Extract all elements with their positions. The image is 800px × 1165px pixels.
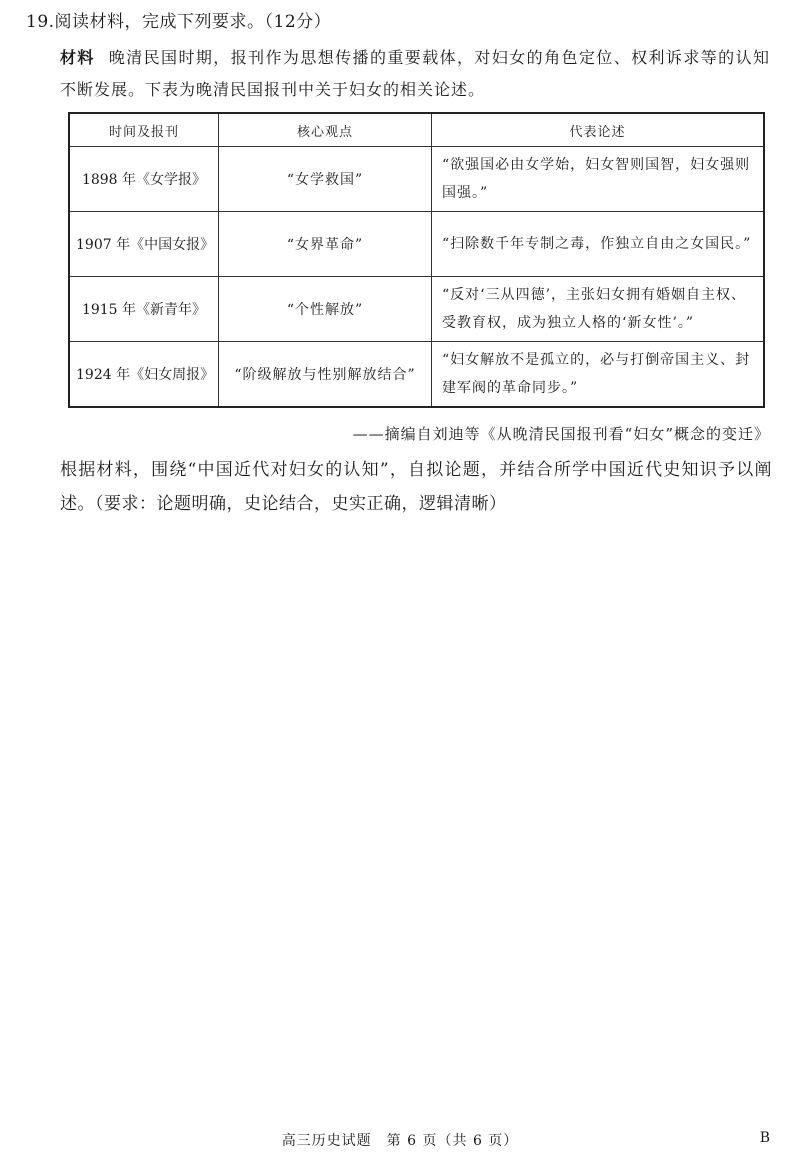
row-quote: “扫除数千年专制之毒，作独立自由之女国民。”	[432, 212, 765, 277]
row-view: “阶级解放与性别解放结合”	[219, 342, 432, 408]
row-quote: “欲强国必由女学始，妇女智则国智，妇女强则国强。”	[432, 147, 765, 212]
task-instructions: 根据材料，围绕“中国近代对妇女的认知”，自拟论题，并结合所学中国近代史知识予以阐述。（要求：论题明确，史论结合，史实正确，逻辑清晰）	[60, 460, 772, 514]
header-time: 时间及报刊	[69, 113, 219, 147]
material-paragraph	[60, 42, 770, 106]
row-quote: “反对‘三从四德’，主张妇女拥有婚姻自主权、受教育权，成为独立人格的‘新女性’。”	[432, 277, 765, 342]
row-view: “个性解放”	[219, 277, 432, 342]
row-time: 1898 年《女学报》	[69, 147, 219, 212]
material-label: 材料	[60, 48, 95, 67]
table-row	[69, 212, 764, 277]
header-quote: 代表论述	[432, 113, 765, 147]
source-citation: ——摘编自刘迪等《从晚清民国报刊看“妇女”概念的变迁》	[352, 425, 770, 443]
question-title: 19.阅读材料，完成下列要求。（12分）	[26, 12, 332, 32]
paper-version-mark: B	[759, 1130, 770, 1146]
table-row	[69, 277, 764, 342]
page-footer: 高三历史试题 第 6 页（共 6 页）	[281, 1133, 519, 1149]
row-view: “女界革命”	[219, 212, 432, 277]
header-view: 核心观点	[219, 113, 432, 147]
newspaper-table	[68, 112, 765, 408]
row-view: “女学救国”	[219, 147, 432, 212]
row-time: 1915 年《新青年》	[69, 277, 219, 342]
table-row	[69, 147, 764, 212]
row-time: 1924 年《妇女周报》	[69, 342, 219, 408]
row-time: 1907 年《中国女报》	[69, 212, 219, 277]
table-row	[69, 342, 764, 408]
table-header-row	[69, 113, 764, 147]
row-quote: “妇女解放不是孤立的，必与打倒帝国主义、封建军阀的革命同步。”	[432, 342, 765, 408]
material-text: 晚清民国时期，报刊作为思想传播的重要载体，对妇女的角色定位、权利诉求等的认知不断发展。下表为晚清民国报刊中关于妇女的相关论述。	[60, 48, 770, 99]
